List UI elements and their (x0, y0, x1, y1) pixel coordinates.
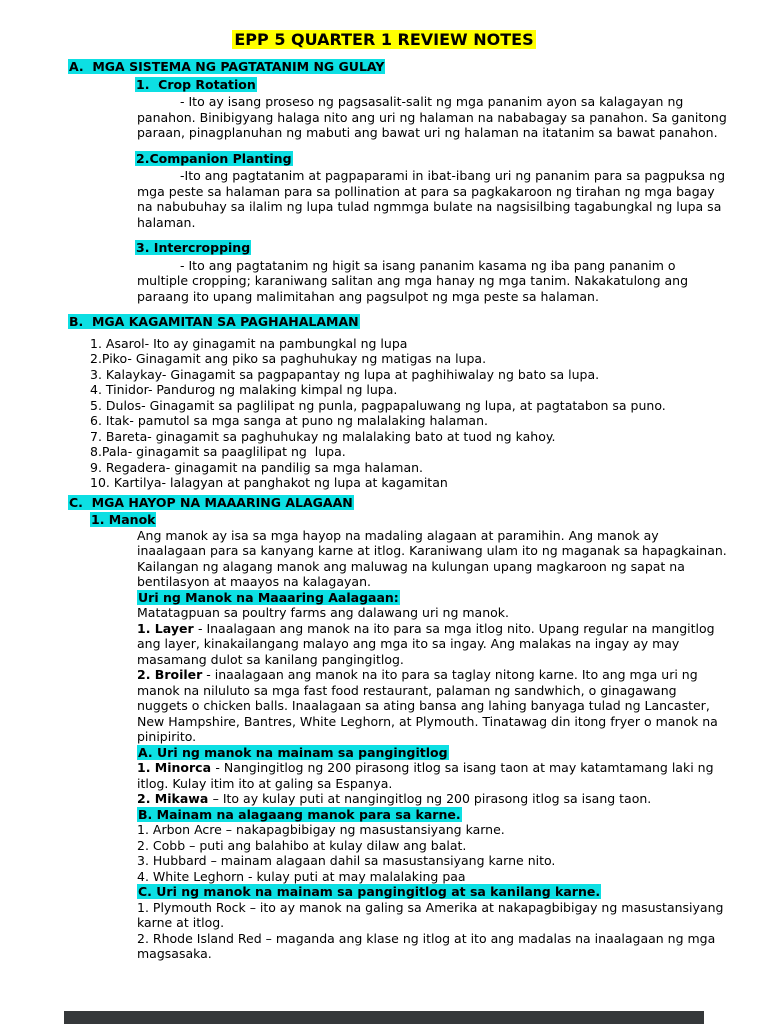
layer-breed-text: - Inaalagaan ang manok na ito para sa mga itlog nito. Upang regular na mangitlog ang layer, kinakailangang malayo ang mga ito sa ingay. Ang malakas na ingay ay may masamang dulot sa kanilang pangingitlog. (137, 620, 715, 667)
egg-breed-minorca-text: - Nangingitlog ng 200 pirasong itlog sa isang taon at may katamtamang laki ng itlog. Kulay itim ito at galing sa Espanya. (137, 760, 714, 791)
broiler-breed-text: - inaalagaan ang manok na ito para sa taglay nitong karne. Ito ang mga uri ng manok na niluluto sa mga fast food restaurant, palaman ng sandwhich, o ginagawang nuggets o chicken balls. Inaalagaan sa ating bansa ang lahing banyaga tulad ng Lancaster, New Hampshire, Bantres, White Leghorn, at Plymouth. Tinatawag din itong fryer o manok na pinipirito. (137, 667, 718, 744)
tool-list (90, 336, 728, 491)
topic-crop-rotation-body: - Ito ay isang proseso ng pagsasalit-salit ng mga pananim ayon sa kalagayan ng panahon. Binibigyang halaga nito ang uri ng halaman na nababagay sa panahon. Sa ganitong paraan, pinagplanuhan ng mabuti ang bawat uri ng halaman na itatanim sa bawat panahon. (137, 94, 727, 140)
section-a-heading (68, 59, 728, 75)
dual-breeds-heading-text: C. Uri ng manok na mainam sa pangingitlog at sa kanilang karne. (138, 884, 601, 899)
dual-breed-item-rhode-island-red: 2. Rhode Island Red – maganda ang klase ng itlog at ito ang madalas na inaalagaan ng mga magsasaka. (137, 930, 716, 961)
tool-item-kartilya: 10. Kartilya- lalagyan at panghakot ng lupa at kagamitan (90, 475, 448, 490)
topic-intercropping-heading-text: 3. Intercropping (136, 240, 251, 255)
topic-companion-planting-heading (135, 151, 728, 167)
manok-heading-text: 1. Manok (91, 512, 156, 527)
topic-companion-planting-body: -Ito ang pagtatanim at pagpaparami in ibat-ibang uri ng pananim para sa pagpuksa ng mga peste sa halaman para sa pollination at para sa pagkakaroon ng tirahan ng mga bagay na nabubuhay sa ilalim ng lupa tulad ngmmga bulate na nagsisilbing tagabungkal ng lupa sa halaman. (137, 168, 726, 230)
tool-item-regadera: 9. Regadera- ginagamit na pandilig sa mga halaman. (90, 459, 423, 475)
chicken-types-heading-text: Uri ng Manok na Maaaring Aalagaan: (138, 589, 399, 605)
manok-heading (90, 512, 728, 528)
meat-breed-item-cobb: 2. Cobb – puti ang balahibo at kulay dilaw ang balat. (137, 837, 467, 853)
next-page-gap (64, 1011, 704, 1024)
manok-intro: Ang manok ay isa sa mga hayop na madaling alagaan at paramihin. Ang manok ay inaalagaan para sa kanyang karne at itlog. Karaniwang ulam ito ng maganak sa hapagkainan. Kailangan ng alagang manok ang maluwag na kulungan upang magkaroon ng sapat na bentilasyon at maayos na kalagayan. (137, 527, 727, 589)
topic-intercropping-heading (135, 240, 728, 256)
tool-item-asarol: 1. Asarol- Ito ay ginagamit na pambungkal ng lupa (90, 335, 408, 351)
egg-breeds-heading-text: A. Uri ng manok na mainam sa pangingitlog (138, 744, 448, 760)
egg-breed-item-minorca (137, 760, 728, 791)
tool-item-kalaykay: 3. Kalaykay- Ginagamit sa pagpapantay ng lupa at paghihiwalay ng bato sa lupa. (90, 366, 600, 382)
document-title (68, 30, 700, 50)
egg-breed-mikawa-name: 2. Mikawa (137, 791, 213, 806)
tool-item-itak: 6. Itak- pamutol sa mga sanga at puno ng malalaking halaman. (90, 413, 488, 428)
broiler-breed-name: 2. Broiler (137, 667, 203, 682)
egg-breed-mikawa-text: – Ito ay kulay puti at nangingitlog ng 200 pirasong itlog sa isang taon. (212, 791, 652, 806)
topic-crop-rotation-heading-text: 1. Crop Rotation (136, 76, 256, 92)
layer-breed-paragraph (137, 621, 728, 668)
broiler-breed-paragraph (137, 667, 728, 745)
section-b-heading-text: B. MGA KAGAMITAN SA PAGHAHALAMAN (69, 314, 359, 329)
meat-breed-item-hubbard: 3. Hubbard – mainam alagaan dahil sa masustansiyang karne nito. (137, 853, 556, 868)
tool-item-tinidor: 4. Tinidor- Pandurog ng malaking kimpal ng lupa. (90, 382, 398, 397)
dual-breeds-heading (137, 884, 728, 900)
section-a-heading-text: A. MGA SISTEMA NG PAGTATANIM NG GULAY (69, 59, 385, 74)
section-c-heading-text: C. MGA HAYOP NA MAAARING ALAGAAN (69, 494, 353, 510)
tool-item-pala: 8.Pala- ginagamit sa paaglilipat ng lupa. (90, 444, 346, 459)
meat-breed-item-arbon-acre: 1. Arbon Acre – nakapagbibigay ng masustansiyang karne. (137, 822, 505, 837)
section-b-heading (68, 314, 728, 330)
chicken-types-heading (137, 590, 728, 606)
topic-intercropping-body: - Ito ang pagtatanim ng higit sa isang pananim kasama ng iba pang pananim o multiple cropping; karaniwang salitan ang mga hanay ng mga tanim. Nakakatulong ang paraang ito upang malimitahan ang pagsulpot ng mga peste sa halaman. (137, 257, 689, 304)
tool-item-bareta: 7. Bareta- ginagamit sa paghuhukay ng malalaking bato at tuod ng kahoy. (90, 428, 556, 444)
tool-item-piko: 2.Piko- Ginagamit ang piko sa paghuhukay ng matigas na lupa. (90, 351, 487, 366)
tool-item-dulos: 5. Dulos- Ginagamit sa paglilipat ng punla, pagpapaluwang ng lupa, at pagtatabon sa puno. (90, 397, 666, 413)
chicken-types-intro: Matatagpuan sa poultry farms ang dalawang uri ng manok. (137, 605, 509, 620)
meat-breed-item-white-leghorn: 4. White Leghorn - kulay puti at may malalaking paa (137, 868, 466, 884)
meat-breeds-heading (137, 807, 728, 823)
dual-breed-item-plymouth-rock: 1. Plymouth Rock – ito ay manok na galing sa Amerika at nakapagbibigay ng masustansiyang karne at itlog. (137, 899, 724, 930)
layer-breed-name: 1. Layer (137, 620, 198, 636)
egg-breed-minorca-name: 1. Minorca (137, 760, 216, 775)
meat-breeds-heading-text: B. Mainam na alagaang manok para sa karne. (138, 806, 461, 822)
section-c-heading (68, 495, 728, 511)
document-title-text: EPP 5 QUARTER 1 REVIEW NOTES (234, 30, 534, 49)
egg-breed-item-mikawa (137, 791, 728, 807)
egg-breeds-heading (137, 745, 728, 761)
topic-crop-rotation-heading (135, 77, 728, 93)
topic-companion-planting-heading-text: 2.Companion Planting (136, 150, 292, 166)
